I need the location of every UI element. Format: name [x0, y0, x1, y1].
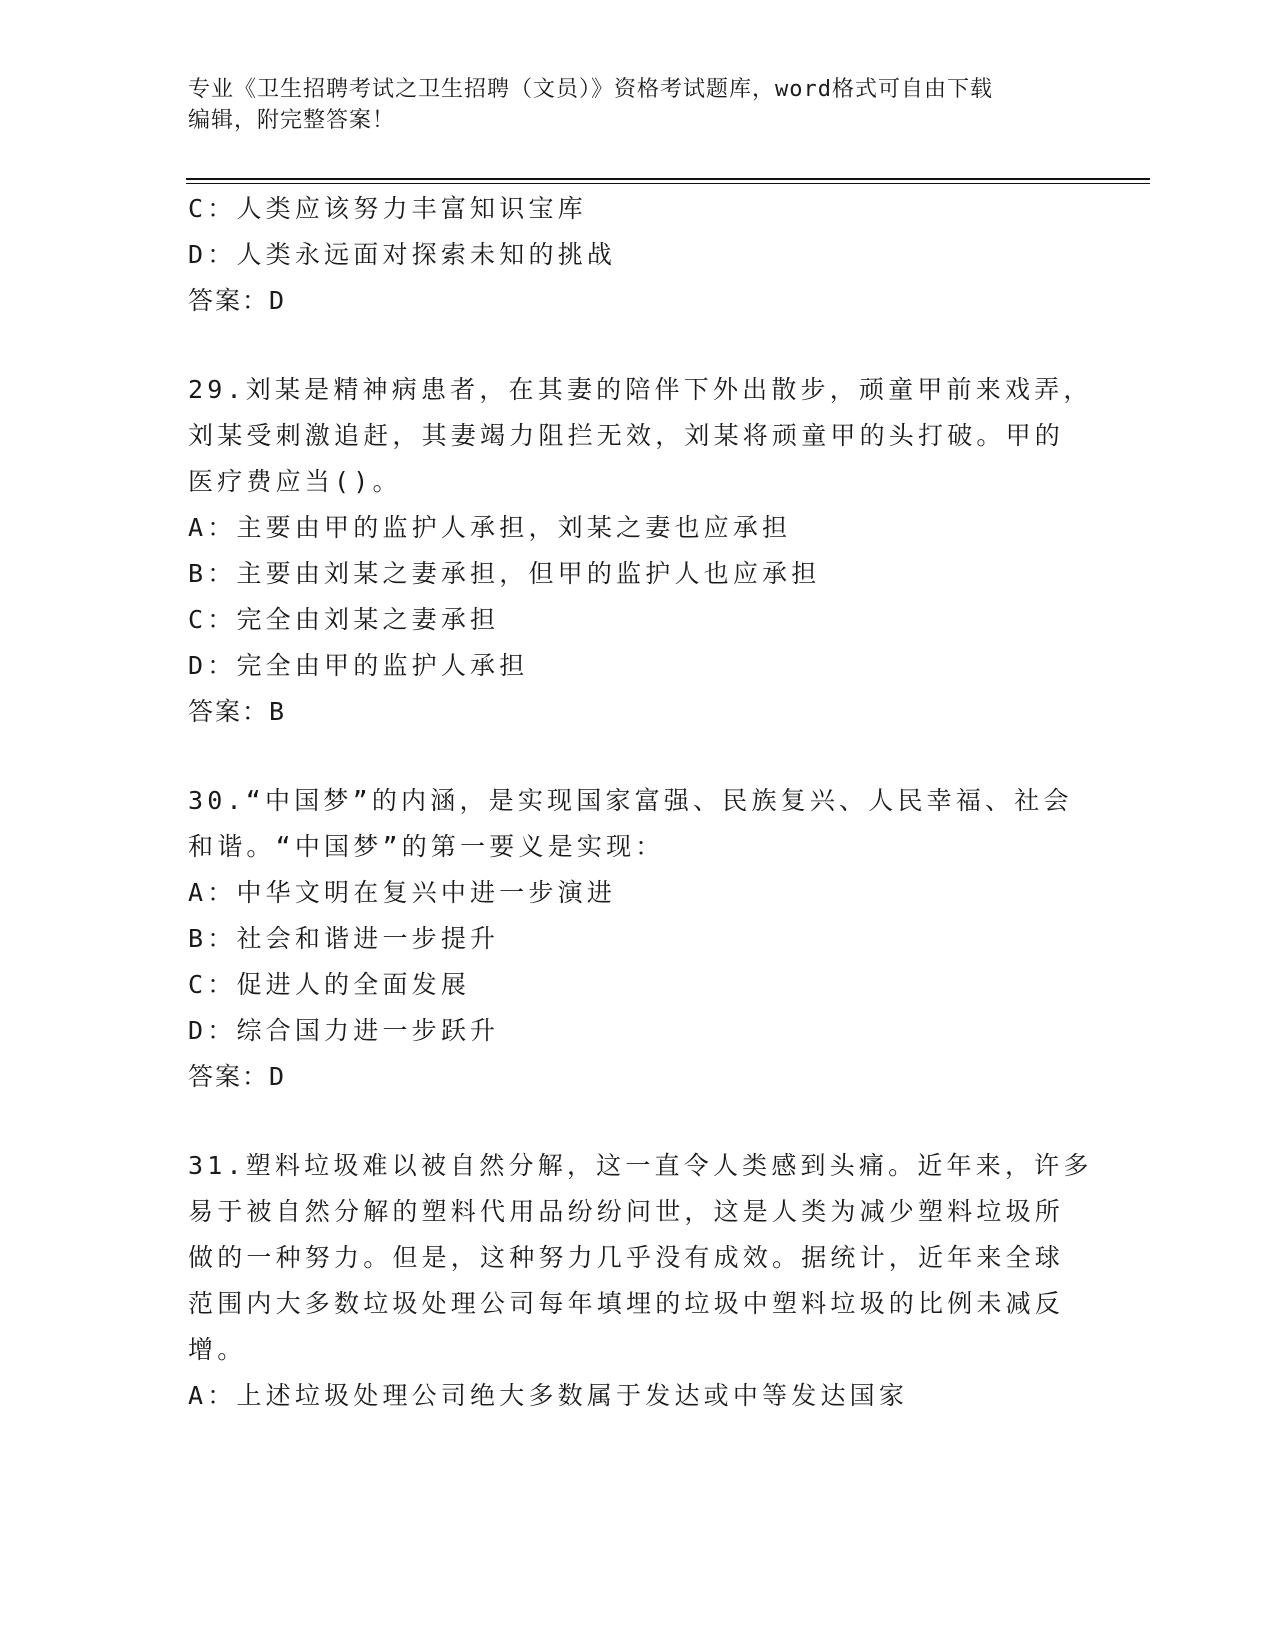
option-label: C： — [188, 605, 237, 634]
header-line-1: 专业《卫生招聘考试之卫生招聘（文员）》资格考试题库，word格式可自由下载 — [188, 77, 993, 102]
option-c — [188, 186, 1088, 232]
question-content — [188, 186, 1093, 1419]
question-30 — [188, 778, 1088, 1100]
option-a — [188, 505, 1088, 551]
option-text: 促进人的全面发展 — [236, 970, 471, 999]
spacer — [188, 735, 1088, 778]
option-text: 人类应该努力丰富知识宝库 — [236, 194, 587, 223]
header-line-2: 编辑，附完整答案！ — [188, 108, 396, 133]
option-d — [188, 643, 1088, 689]
header-rule-thin — [186, 183, 1150, 184]
option-label: C： — [188, 970, 237, 999]
option-label: B： — [188, 924, 237, 953]
answer-line: 答案：B — [188, 697, 287, 726]
page-header — [188, 74, 1068, 136]
stem-line: 30.“中国梦”的内涵，是实现国家富强、民族复兴、人民幸福、社会 — [188, 786, 1073, 815]
option-b — [188, 551, 1088, 597]
option-text: 人类永远面对探索未知的挑战 — [236, 240, 617, 269]
option-text: 中华文明在复兴中进一步演进 — [236, 878, 617, 907]
question-29 — [188, 367, 1093, 735]
option-label: A： — [188, 513, 237, 542]
answer-line: 答案：D — [188, 286, 287, 315]
continued-question — [188, 186, 1088, 324]
question-stem — [188, 778, 1088, 870]
option-label: B： — [188, 559, 237, 588]
option-label: D： — [188, 1016, 237, 1045]
stem-line: 做的一种努力。但是，这种努力几乎没有成效。据统计，近年来全球 — [188, 1243, 1065, 1272]
option-text: 主要由刘某之妻承担，但甲的监护人也应承担 — [236, 559, 821, 588]
option-text: 主要由甲的监护人承担，刘某之妻也应承担 — [236, 513, 792, 542]
option-label: D： — [188, 240, 237, 269]
option-a — [188, 1373, 1088, 1419]
answer-line: 答案：D — [188, 1062, 287, 1091]
option-text: 完全由甲的监护人承担 — [236, 651, 529, 680]
stem-line: 易于被自然分解的塑料代用品纷纷问世，这是人类为减少塑料垃圾所 — [188, 1197, 1065, 1226]
stem-line: 和谐。“中国梦”的第一要义是实现： — [188, 832, 665, 861]
option-text: 上述垃圾处理公司绝大多数属于发达或中等发达国家 — [236, 1381, 909, 1410]
option-a — [188, 870, 1088, 916]
option-label: D： — [188, 651, 237, 680]
stem-line: 29.刘某是精神病患者，在其妻的陪伴下外出散步，顽童甲前来戏弄， — [188, 375, 1093, 404]
stem-line: 医疗费应当()。 — [188, 467, 402, 496]
option-label: A： — [188, 1381, 237, 1410]
stem-line: 31.塑料垃圾难以被自然分解，这一直令人类感到头痛。近年来，许多 — [188, 1151, 1093, 1180]
spacer — [188, 324, 1088, 367]
question-stem — [188, 1143, 1093, 1373]
stem-line: 刘某受刺激追赶，其妻竭力阻拦无效，刘某将顽童甲的头打破。甲的 — [188, 421, 1065, 450]
option-d — [188, 232, 1088, 278]
stem-line: 增。 — [188, 1335, 247, 1364]
option-c — [188, 962, 1088, 1008]
stem-line: 范围内大多数垃圾处理公司每年填埋的垃圾中塑料垃圾的比例未减反 — [188, 1289, 1065, 1318]
header-rule-thick — [186, 178, 1150, 180]
option-text: 综合国力进一步跃升 — [236, 1016, 500, 1045]
spacer — [188, 1100, 1088, 1143]
option-text: 社会和谐进一步提升 — [236, 924, 500, 953]
question-stem — [188, 367, 1093, 505]
option-c — [188, 597, 1088, 643]
option-b — [188, 916, 1088, 962]
option-d — [188, 1008, 1088, 1054]
option-label: A： — [188, 878, 237, 907]
option-label: C： — [188, 194, 237, 223]
option-text: 完全由刘某之妻承担 — [236, 605, 500, 634]
question-31 — [188, 1143, 1093, 1419]
